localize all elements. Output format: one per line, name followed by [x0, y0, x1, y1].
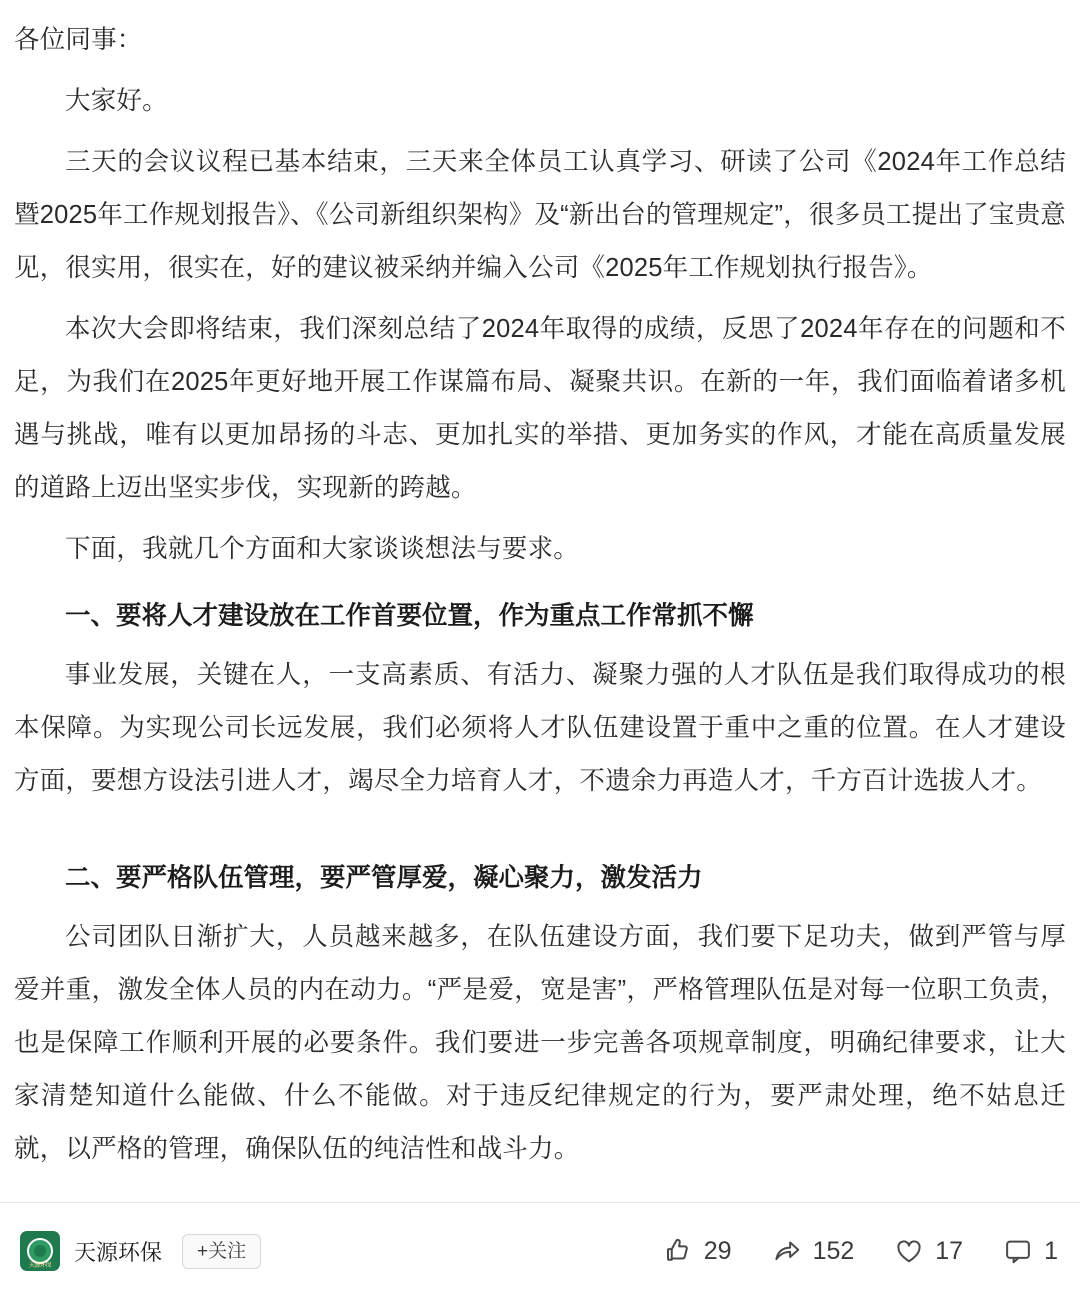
section-spacer	[14, 816, 1066, 838]
like-action[interactable]	[663, 1236, 732, 1266]
paragraph-1: 三天的会议议程已基本结束，三天来全体员工认真学习、研读了公司《2024年工作总结暨2025年工作规划报告》、《公司新组织架构》及“新出台的管理规定”，很多员工提出了宝贵意见，很实用，很实在，好的建议被采纳并编入公司《2025年工作规划执行报告》。	[14, 148, 1066, 282]
avatar-caption: 天源环保	[28, 1263, 51, 1269]
paragraph-3: 下面，我就几个方面和大家谈谈想法与要求。	[65, 535, 580, 563]
avatar[interactable]	[20, 1231, 60, 1271]
comment-count: 1	[1044, 1236, 1058, 1265]
paragraph-5: 公司团队日渐扩大，人员越来越多，在队伍建设方面，我们要下足功夫，做到严管与厚爱并重，激发全体人员的内在动力。“严是爱，宽是害”，严格管理队伍是对每一位职工负责，也是保障工作顺利开展的必要条件。我们要进一步完善各项规章制度，明确纪律要求，让大家清楚知道什么能做、什么不能做。对于违反纪律规定的行为，要严肃处理，绝不姑息迁就，以严格的管理，确保队伍的纯洁性和战斗力。	[14, 923, 1066, 1163]
share-arrow-icon	[772, 1236, 802, 1266]
section-heading-1: 一、要将人才建设放在工作首要位置，作为重点工作常抓不懈	[65, 602, 754, 630]
favorite-action[interactable]	[894, 1236, 963, 1266]
article-footer-bar	[0, 1203, 1080, 1299]
author-name: 天源环保	[74, 1239, 163, 1265]
paragraph-greeting: 大家好。	[65, 87, 168, 115]
paragraph-salutation: 各位同事：	[14, 26, 143, 54]
avatar-logo-icon	[27, 1238, 53, 1264]
comment-bubble-icon	[1003, 1236, 1033, 1266]
comment-action[interactable]	[1003, 1236, 1058, 1266]
section-heading-2: 二、要严格队伍管理，要严管厚爱，凝心聚力，激发活力	[65, 864, 703, 892]
share-action[interactable]	[772, 1236, 855, 1266]
thumbs-up-icon	[663, 1236, 693, 1266]
paragraph-4: 事业发展，关键在人，一支高素质、有活力、凝聚力强的人才队伍是我们取得成功的根本保障。为实现公司长远发展，我们必须将人才队伍建设置于重中之重的位置。在人才建设方面，要想方设法引进人才，竭尽全力培育人才，不遗余力再造人才，千方百计选拔人才。	[14, 661, 1066, 795]
author-block[interactable]	[20, 1231, 261, 1271]
follow-button[interactable]: +关注	[182, 1234, 261, 1269]
paragraph-2: 本次大会即将结束，我们深刻总结了2024年取得的成绩，反思了2024年存在的问题和不足，为我们在2025年更好地开展工作谋篇布局、凝聚共识。在新的一年，我们面临着诸多机遇与挑战，唯有以更加昂扬的斗志、更加扎实的举措、更加务实的作风，才能在高质量发展的道路上迈出坚实步伐，实现新的跨越。	[14, 315, 1066, 502]
like-count: 29	[703, 1236, 732, 1265]
action-bar	[663, 1236, 1058, 1266]
share-count: 152	[812, 1236, 855, 1265]
favorite-count: 17	[935, 1236, 964, 1265]
heart-icon	[894, 1236, 924, 1266]
